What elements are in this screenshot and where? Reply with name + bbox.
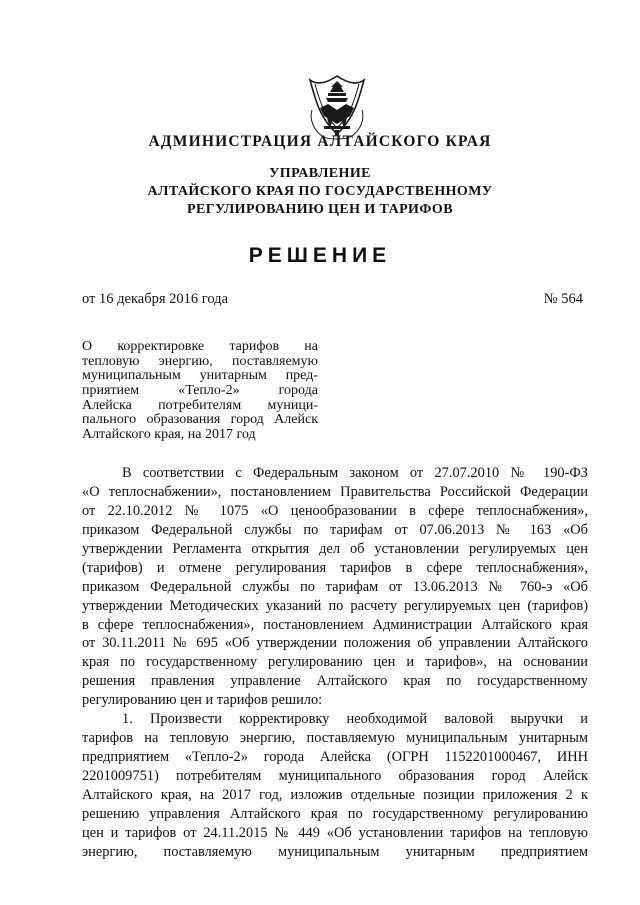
subject-block [82, 340, 318, 443]
body-line: в сфере теплоснабжения», постановлением Администрации Алтайского края [82, 616, 588, 633]
subject-line: муниципальным унитарным пред- [82, 369, 318, 384]
body-line: Алтайского края, на 2017 год, изложив отдельные позиции приложения 2 к [82, 786, 588, 803]
coat-of-arms-icon [306, 74, 368, 142]
body-line: решению управления Алтайского края по государственному регулированию [82, 805, 588, 822]
body-line: от 22.10.2012 № 1075 «О ценообразовании в сфере теплоснабжения», [82, 502, 588, 519]
body-line: решения правления управление Алтайского края по государственному [82, 673, 588, 690]
body-line: «О теплоснабжении», постановлением Правительства Российской Федерации [82, 483, 588, 500]
body-line: 2201009751) потребителям муниципального образования город Алейск [82, 768, 588, 784]
department-line-1: УПРАВЛЕНИЕ [269, 166, 371, 181]
subject-line: Алтайского края, на 2017 год [82, 428, 256, 443]
document-date: от 16 декабря 2016 года [82, 291, 228, 307]
body-line: приказом Федеральной службы по тарифам от 07.06.2013 № 163 «Об [82, 521, 588, 538]
body-text [82, 464, 588, 862]
administration-title: АДМИНИСТРАЦИЯ АЛТАЙСКОГО КРАЯ [148, 133, 492, 150]
body-line: (тарифов) и отмене регулирования тарифов в сфере теплоснабжения», [82, 559, 588, 576]
document-number: № 564 [543, 291, 583, 307]
body-line: тарифов на тепловую энергию, поставляемую муниципальным унитарным [82, 730, 588, 747]
body-line: В соответствии с Федеральным законом от 27.07.2010 № 190-ФЗ [122, 465, 588, 481]
body-line: энергию, поставляемую муниципальным унитарным предприятием [82, 843, 588, 860]
subject-line: приятием «Тепло-2» города [82, 384, 318, 399]
body-line: цен и тарифов от 24.11.2015 № 449 «Об установлении тарифов на тепловую [82, 824, 588, 841]
subject-line: тепловую энергию, поставляемую [82, 354, 318, 369]
body-line: края по государственному регулированию цен и тарифов», на основании [82, 654, 588, 671]
body-line: предприятием «Тепло-2» города Алейска (ОГРН 1152201000467, ИНН [82, 749, 588, 766]
body-line: регулированию цен и тарифов решило: [82, 692, 323, 709]
document-type-title: РЕШЕНИЕ [248, 244, 392, 267]
subject-line: О корректировке тарифов на [82, 340, 318, 354]
subject-line: Алейска потребителям муници- [82, 398, 318, 413]
body-line: утверждении Регламента открытия дел об установлении регулируемых цен [82, 540, 588, 557]
body-line: приказом Федеральной службы по тарифам от 13.06.2013 № 760-э «Об [82, 578, 588, 595]
subject-line: пального образования город Алейск [82, 413, 318, 428]
body-line: 1. Произвести корректировку необходимой валовой выручки и [122, 711, 588, 728]
body-line: утверждении Методических указаний по расчету регулируемых цен (тарифов) [82, 597, 588, 614]
body-line: от 30.11.2011 № 695 «Об утверждении положения об управлении Алтайского [82, 635, 588, 652]
department-line-2: АЛТАЙСКОГО КРАЯ ПО ГОСУДАРСТВЕННОМУ [147, 184, 493, 199]
department-line-3: РЕГУЛИРОВАНИЮ ЦЕН И ТАРИФОВ [187, 202, 453, 217]
